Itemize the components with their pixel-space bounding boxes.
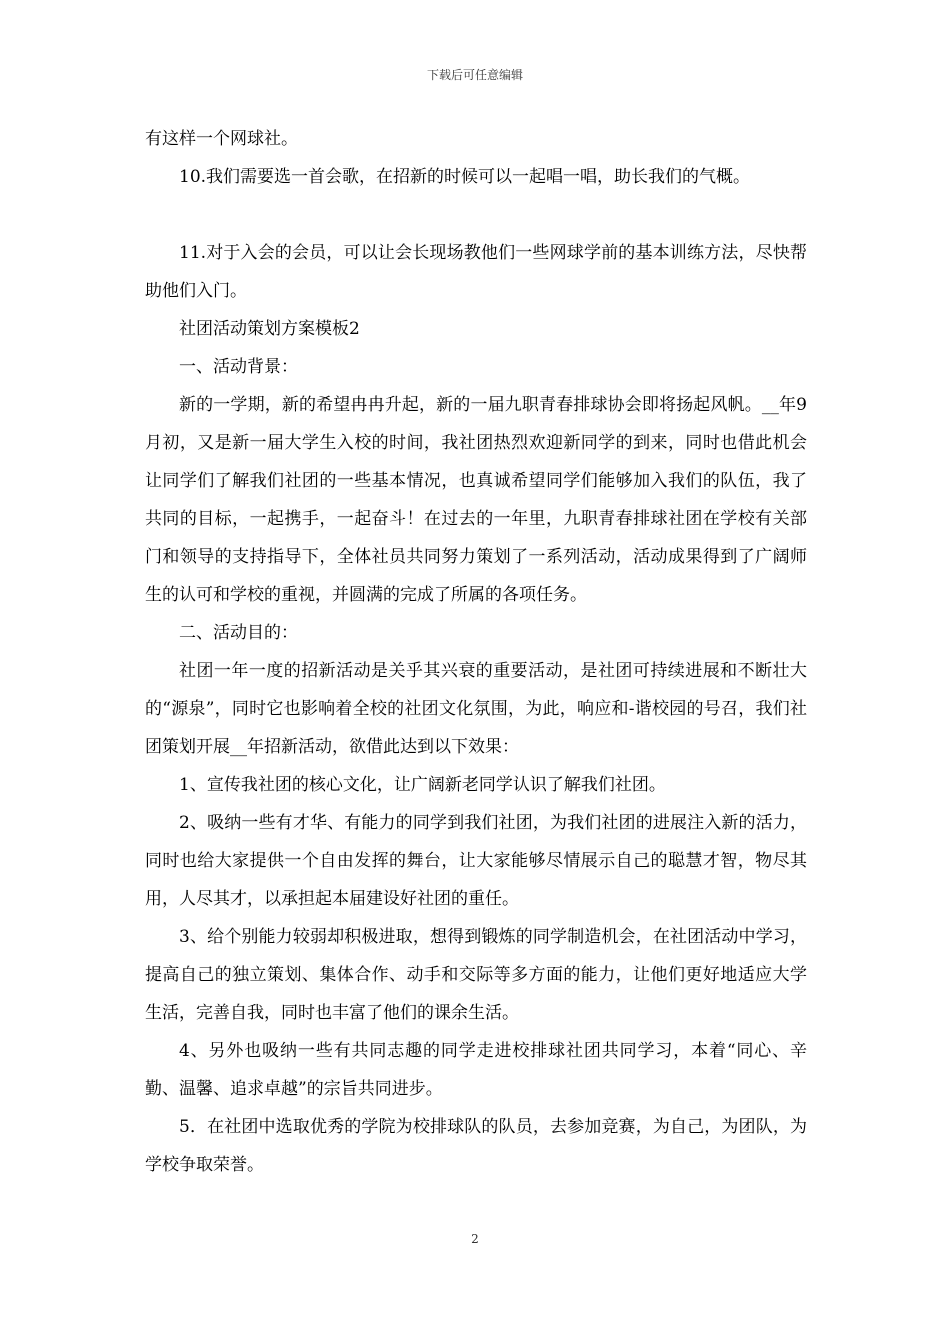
paragraph-purpose: 社团一年一度的招新活动是关乎其兴衰的重要活动，是社团可持续进展和不断壮大的“源泉”，同时它也影响着全校的社团文化氛围，为此，响应和-谐校园的号召，我们社团策划开展__年招新活动，欲借此达到以下效果：	[145, 661, 807, 757]
heading-purpose: 二、活动目的：	[179, 623, 298, 643]
list-item-1: 1、宣传我社团的核心文化，让广阔新老同学认识了解我们社团。	[179, 775, 666, 795]
document-body	[145, 120, 807, 1184]
list-item-4: 4、另外也吸纳一些有共同志趣的同学走进校排球社团共同学习，本着“同心、辛勤、温馨、追求卓越”的宗旨共同进步。	[145, 1041, 807, 1099]
page-number: 2	[471, 1232, 479, 1246]
list-item-3: 3、给个别能力较弱却积极进取，想得到锻炼的同学制造机会，在社团活动中学习，提高自己的独立策划、集体合作、动手和交际等多方面的能力，让他们更好地适应大学生活，完善自我，同时也丰富了他们的课余生活。	[145, 927, 807, 1023]
paragraph-item-10: 10.我们需要选一首会歌，在招新的时候可以一起唱一唱，助长我们的气概。	[179, 167, 751, 187]
list-item-2: 2、吸纳一些有才华、有能力的同学到我们社团，为我们社团的进展注入新的活力，同时也给大家提供一个自由发挥的舞台，让大家能够尽情展示自己的聪慧才智，物尽其用，人尽其才，以承担起本届建设好社团的重任。	[145, 813, 807, 909]
paragraph-background: 新的一学期，新的希望冉冉升起，新的一届九职青春排球协会即将扬起风帆。__年9月初，又是新一届大学生入校的时间，我社团热烈欢迎新同学的到来，同时也借此机会让同学们了解我们社团的一些基本情况，也真诚希望同学们能够加入我们的队伍，我了共同的目标，一起携手，一起奋斗！在过去的一年里，九职青春排球社团在学校有关部门和领导的支持指导下，全体社员共同努力策划了一系列活动，活动成果得到了广阔师生的认可和学校的重视，并圆满的完成了所属的各项任务。	[145, 395, 807, 605]
page-header: 下载后可任意编辑	[426, 68, 523, 82]
section-title: 社团活动策划方案模板2	[179, 319, 360, 339]
list-item-5: 5．在社团中选取优秀的学院为校排球队的队员，去参加竞赛，为自己，为团队，为学校争取荣誉。	[145, 1117, 807, 1175]
paragraph-continuation: 有这样一个网球社。	[145, 129, 298, 149]
heading-background: 一、活动背景：	[179, 357, 298, 377]
paragraph-item-11: 11.对于入会的会员，可以让会长现场教他们一些网球学前的基本训练方法，尽快帮助他们入门。	[145, 243, 807, 301]
